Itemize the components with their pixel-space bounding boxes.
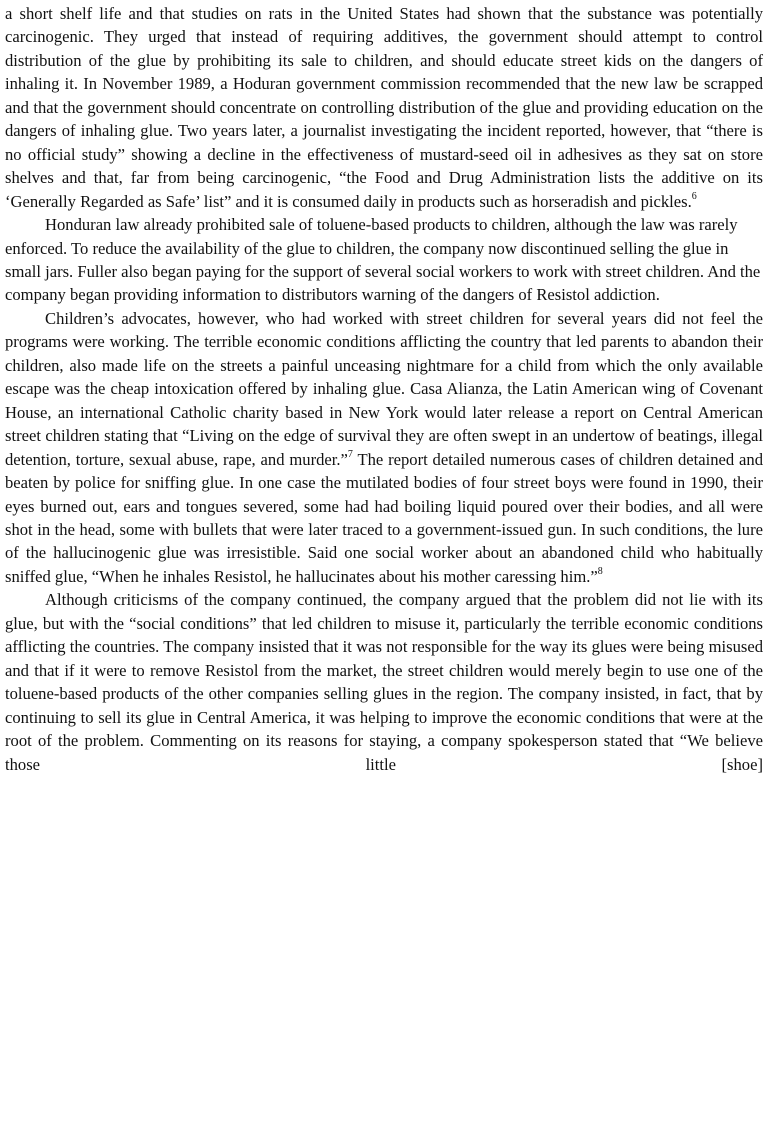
paragraph-2 (5, 213, 763, 307)
paragraph-4-text: Although criticisms of the company continued, the company argued that the problem did not lie with its glue, but with the “social conditions” that led children to misuse it, particularly the terrible economic conditions afflicting the countries. The company insisted that it was not responsible for the way its glues were being misused and that if it were to remove Resistol from the market, the street children would merely begin to use one of the toluene-based products of the other companies selling glues in the region. The company insisted, in fact, that by continuing to sell its glue in Central America, it was helping to improve the economic conditions that were at the root of the problem. Commenting on its reasons for staying, a company spokesperson stated that “We believe those little [shoe] (5, 590, 763, 774)
footnote-ref-8: 8 (597, 566, 603, 578)
paragraph-1 (5, 2, 763, 213)
paragraph-1-text: a short shelf life and that studies on rats in the United States had shown that the substance was potentially carcinogenic. They urged that instead of requiring additives, the government should attempt to control distribution of the glue by prohibiting its sale to children, and should educate street kids on the dangers of inhaling it. In November 1989, a Hoduran government commission recommended that the new law be scrapped and that the government should concentrate on controlling distribution of the glue and providing education on the dangers of inhaling glue. Two years later, a journalist investigating the incident reported, however, that “there is no official study” showing a decline in the effectiveness of mustard-seed oil in adhesives as they sat on store shelves and that, far from being carcinogenic, “the Food and Drug Administration lists the additive on its ‘Generally Regarded as Safe’ list” and it is consumed daily in products such as horseradish and pickles. (5, 4, 763, 211)
footnote-ref-7: 7 (347, 449, 353, 461)
paragraph-3 (5, 307, 763, 588)
paragraph-4 (5, 588, 763, 776)
paragraph-3-text-a: Children’s advocates, however, who had worked with street children for several years did not feel the programs were working. The terrible economic conditions afflicting the country that led parents to abandon their children, also made life on the streets a painful unceasing nightmare for a child from which the only available escape was the cheap intoxication offered by inhaling glue. Casa Alianza, the Latin American wing of Covenant House, an international Catholic charity based in New York would later release a report on Central American street children stating that “Living on the edge of survival they are often swept in an undertow of beatings, illegal detention, torture, sexual abuse, rape, and murder.” (5, 308, 763, 469)
paragraph-2-text: Honduran law already prohibited sale of toluene-based products to children, although the law was rarely enforced. To reduce the availability of the glue to children, the company now discontinued selling the glue in small jars. Fuller also began paying for the support of several social workers to work with street children. And the company began providing information to distributors warning of the dangers of Resistol addiction. (5, 215, 761, 305)
footnote-ref-6: 6 (691, 191, 697, 203)
paragraph-3-text-b: The report detailed numerous cases of children detained and beaten by police for sniffing glue. In one case the mutilated bodies of four street boys were found in 1990, their eyes burned out, ears and tongues severed, some had had boiling liquid poured over their bodies, and all were shot in the head, some with bullets that were later traced to a government-issued gun. In such conditions, the lure of the hallucinogenic glue was irresistible. Said one social worker about an abandoned child who habitually sniffed glue, “When he inhales Resistol, he hallucinates about his mother caressing him.” (5, 449, 763, 586)
